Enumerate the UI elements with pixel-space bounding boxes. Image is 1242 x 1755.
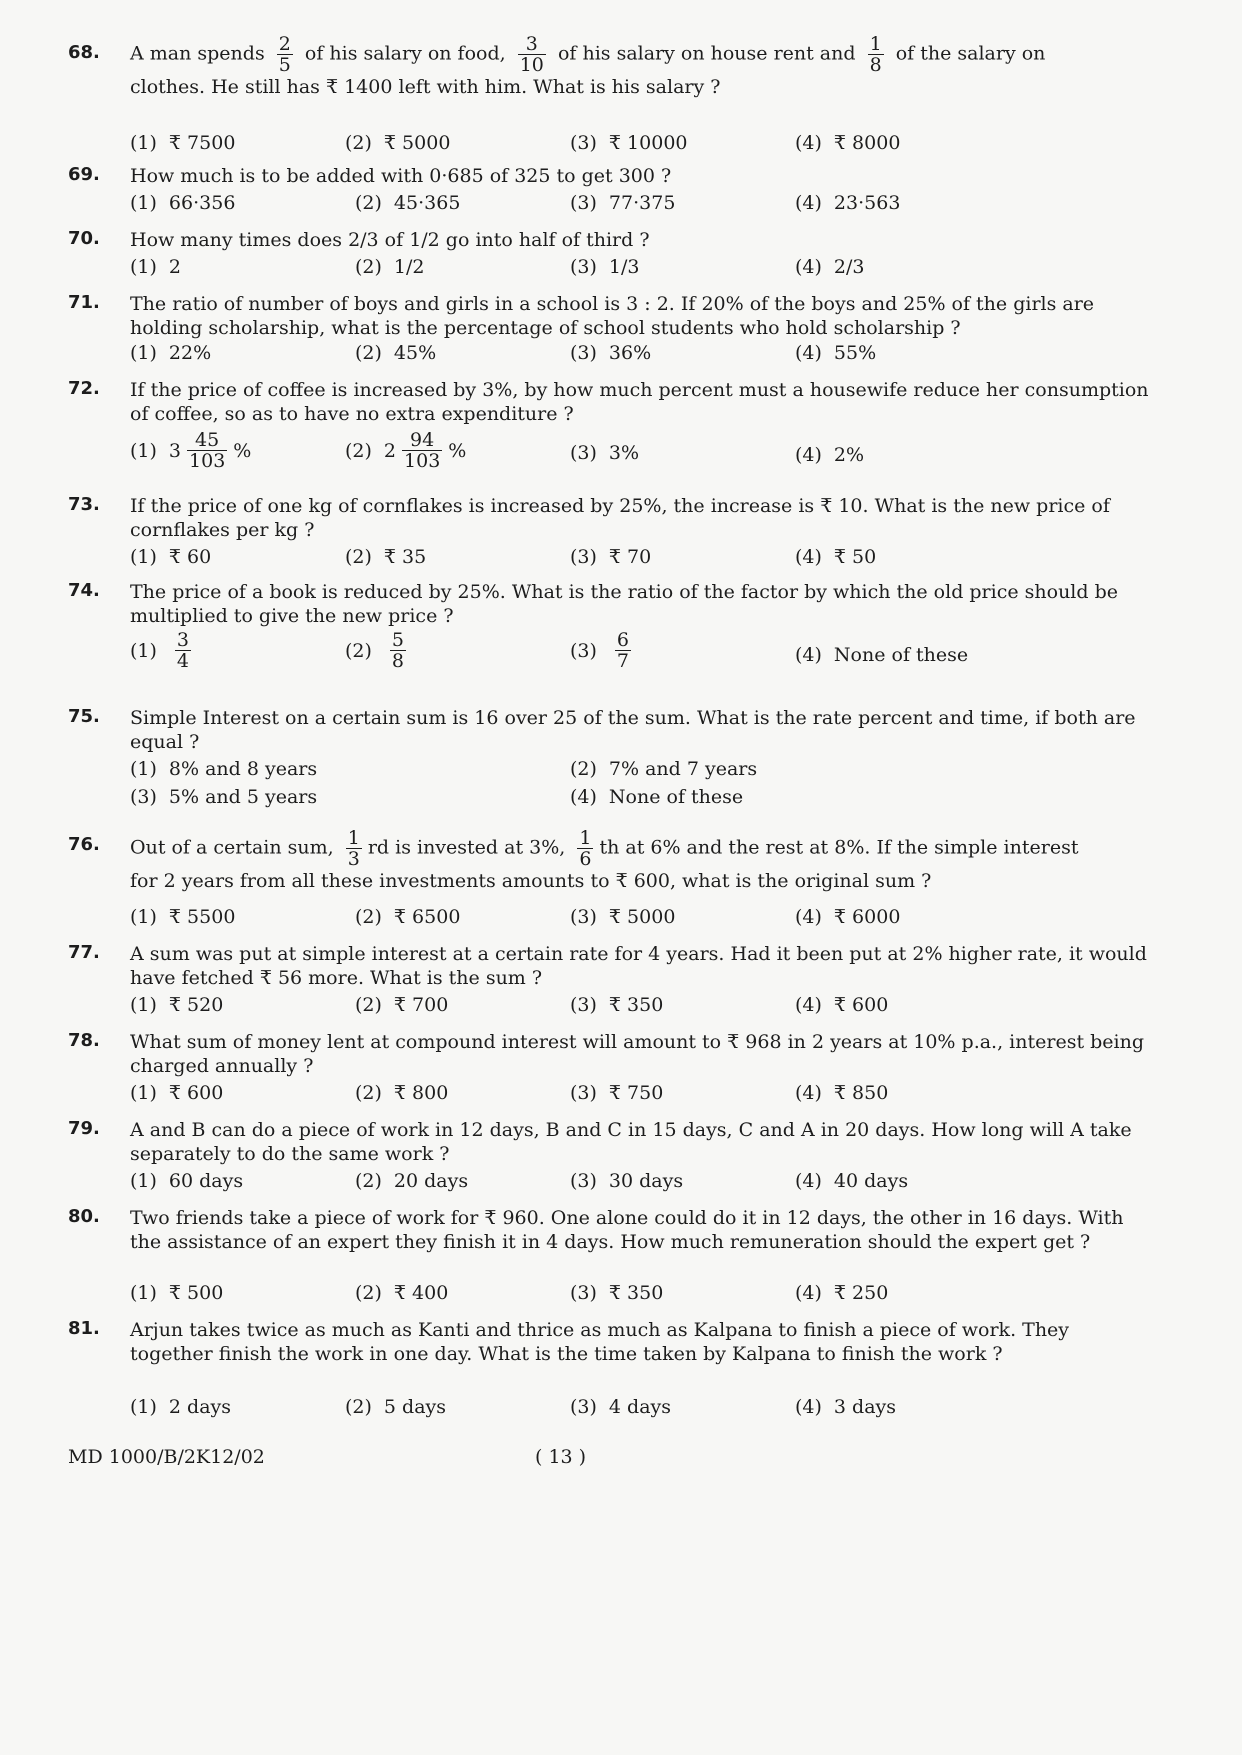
question-text: The ratio of number of boys and girls in a school is 3 : 2. If 20% of the boys and 25% of the girls are holding scholarship, what is the percentage of school students who hold scholarship ? (130, 293, 1095, 339)
fraction: $\frac{5}{8}$ (391, 629, 405, 672)
option-3: (3) ₹ 350 (570, 994, 664, 1016)
option-2: (2) 20 days (355, 1170, 469, 1192)
option-3: (3) 4 days (570, 1396, 672, 1418)
option-1: (1) 60 days (130, 1170, 244, 1192)
question-text: If the price of one kg of cornflakes is increased by 25%, the increase is ₹ 10. What is the new price of cornflakes per kg ? (130, 495, 1110, 541)
option-3: (3) ₹ 750 (570, 1082, 664, 1104)
question-text: The price of a book is reduced by 25%. What is the ratio of the factor by which the old price should be multiplied to give the new price ? (130, 581, 1118, 627)
options (130, 758, 1150, 786)
question-number: 80. (68, 1206, 100, 1227)
fraction: $\frac{1}{8}$ (869, 33, 882, 76)
option-1: (1) ₹ 5500 (130, 906, 236, 928)
option-2: (2) $\frac{5}{8}$ (345, 629, 405, 672)
options (130, 546, 1150, 574)
question-text: Simple Interest on a certain sum is 16 over 25 of the sum. What is the rate percent and time, if both are equal ? (130, 707, 1136, 753)
option-3: (3) 36% (570, 342, 652, 364)
fraction: $\frac{3}{4}$ (176, 629, 190, 672)
option-1: (1) ₹ 500 (130, 1282, 224, 1304)
option-4: (4) None of these (795, 644, 969, 666)
question-number: 74. (68, 580, 100, 601)
option-3: (3) 77·375 (570, 192, 676, 214)
option-4: (4) ₹ 50 (795, 546, 877, 568)
option-1: (1) 66·356 (130, 192, 236, 214)
option-3: (3) 30 days (570, 1170, 684, 1192)
question-number: 76. (68, 834, 100, 855)
options (130, 192, 1150, 220)
option-2: (2) ₹ 400 (355, 1282, 449, 1304)
options (130, 630, 1150, 680)
question-number: 69. (68, 164, 100, 185)
option-4: (4) 55% (795, 342, 877, 364)
option-1: (1) ₹ 600 (130, 1082, 224, 1104)
fraction: $\frac{3}{10}$ (519, 33, 544, 76)
question-text-line-2: for 2 years from all these investments amounts to ₹ 600, what is the original sum ? (130, 870, 932, 892)
question-number: 77. (68, 942, 100, 963)
options (130, 906, 1150, 934)
question-text: Two friends take a piece of work for ₹ 960. One alone could do it in 12 days, the other in 16 days. With the assistance of an expert they finish it in 4 days. How much remuneration should the expert get ? (130, 1207, 1124, 1253)
options (130, 430, 1150, 480)
option-2: (2) 45·365 (355, 192, 461, 214)
options (130, 1170, 1150, 1198)
paper-code: MD 1000/B/2K12/02 (68, 1446, 265, 1468)
question-number: 81. (68, 1318, 100, 1339)
option-1: (1) $\frac{3}{4}$ (130, 629, 190, 672)
option-3: (3) $\frac{6}{7}$ (570, 629, 630, 672)
fraction: $\frac{1}{3}$ (347, 827, 360, 870)
question-text: What sum of money lent at compound interest will amount to ₹ 968 in 2 years at 10% p.a., interest being charged annually ? (130, 1031, 1145, 1077)
question-number: 70. (68, 228, 100, 249)
question-text: A sum was put at simple interest at a certain rate for 4 years. Had it been put at 2% higher rate, it would have fetched ₹ 56 more. What is the sum ? (130, 943, 1147, 989)
fraction: $\frac{1}{6}$ (579, 827, 592, 870)
options (130, 1082, 1150, 1110)
option-4: (4) ₹ 6000 (795, 906, 901, 928)
options (130, 132, 1150, 160)
option-2: (2) 1/2 (355, 256, 425, 278)
question-text: How many times does 2/3 of 1/2 go into half of third ? (130, 229, 650, 251)
option-2: (2) ₹ 700 (355, 994, 449, 1016)
question-number: 73. (68, 494, 100, 515)
options (130, 994, 1150, 1022)
option-1: (1) 3 $\frac{45}{103}$ % (130, 429, 252, 472)
fraction: $\frac{45}{103}$ (189, 429, 226, 472)
option-4: (4) 40 days (795, 1170, 909, 1192)
option-3: (3) 3% (570, 442, 640, 464)
options (130, 1282, 1150, 1310)
option-4: (4) ₹ 250 (795, 1282, 889, 1304)
question-number: 72. (68, 378, 100, 399)
options (130, 256, 1150, 284)
fraction: $\frac{94}{103}$ (404, 429, 441, 472)
option-4: (4) 3 days (795, 1396, 897, 1418)
fraction: $\frac{6}{7}$ (616, 629, 630, 672)
question-number: 78. (68, 1030, 100, 1051)
option-1: (1) 2 (130, 256, 182, 278)
question-text: A man spends $\frac{2}{5}$ of his salary on food, $\frac{3}{10}$ of his salary on house rent and $\frac{1}{8}$ of the salary on clothes. He still has ₹ 1400 left with him. What is his salary ? (130, 34, 1160, 99)
option-1: (1) 8% and 8 years (130, 758, 318, 780)
option-3: (3) 5% and 5 years (130, 786, 318, 808)
options (130, 786, 1150, 814)
option-1: (1) ₹ 7500 (130, 132, 236, 154)
option-4: (4) 2% (795, 444, 865, 466)
question-text: A and B can do a piece of work in 12 days, B and C in 15 days, C and A in 20 days. How long will A take separately to do the same work ? (130, 1119, 1132, 1165)
option-3: (3) ₹ 70 (570, 546, 652, 568)
question-number: 79. (68, 1118, 100, 1139)
option-2: (2) 2 $\frac{94}{103}$ % (345, 429, 467, 472)
option-3: (3) ₹ 350 (570, 1282, 664, 1304)
option-3: (3) ₹ 10000 (570, 132, 688, 154)
option-4: (4) 23·563 (795, 192, 901, 214)
option-2: (2) ₹ 6500 (355, 906, 461, 928)
option-1: (1) 2 days (130, 1396, 232, 1418)
option-2: (2) 45% (355, 342, 437, 364)
question-text: How much is to be added with 0·685 of 325 to get 300 ? (130, 165, 672, 187)
option-4: (4) ₹ 8000 (795, 132, 901, 154)
question-text-line-2: clothes. He still has ₹ 1400 left with him. What is his salary ? (130, 76, 721, 98)
question-text: Arjun takes twice as much as Kanti and thrice as much as Kalpana to finish a piece of work. They together finish the work in one day. What is the time taken by Kalpana to finish the work ? (130, 1319, 1070, 1365)
option-2: (2) ₹ 35 (345, 546, 427, 568)
fraction: $\frac{2}{5}$ (278, 33, 291, 76)
options (130, 342, 1150, 370)
option-1: (1) ₹ 60 (130, 546, 212, 568)
option-2: (2) ₹ 800 (355, 1082, 449, 1104)
option-2: (2) ₹ 5000 (345, 132, 451, 154)
option-4: (4) ₹ 600 (795, 994, 889, 1016)
option-4: (4) 2/3 (795, 256, 865, 278)
option-4: (4) ₹ 850 (795, 1082, 889, 1104)
option-3: (3) 1/3 (570, 256, 640, 278)
option-2: (2) 5 days (345, 1396, 447, 1418)
question-text: Out of a certain sum, $\frac{1}{3}$ rd is invested at 3%, $\frac{1}{6}$ th at 6% and the rest at 8%. If the simple interest for 2 years from all these investments amounts to ₹ 600, what is the original sum ? (130, 828, 1150, 893)
question-number: 71. (68, 292, 100, 313)
option-2: (2) 7% and 7 years (570, 758, 758, 780)
page-number: ( 13 ) (535, 1446, 587, 1468)
options (130, 1396, 1150, 1424)
question-number: 68. (68, 42, 100, 63)
option-3: (3) ₹ 5000 (570, 906, 676, 928)
option-4: (4) None of these (570, 786, 744, 808)
option-1: (1) 22% (130, 342, 212, 364)
option-1: (1) ₹ 520 (130, 994, 224, 1016)
question-text: If the price of coffee is increased by 3%, by how much percent must a housewife reduce her consumption of coffee, so as to have no extra expenditure ? (130, 379, 1149, 425)
question-number: 75. (68, 706, 100, 727)
